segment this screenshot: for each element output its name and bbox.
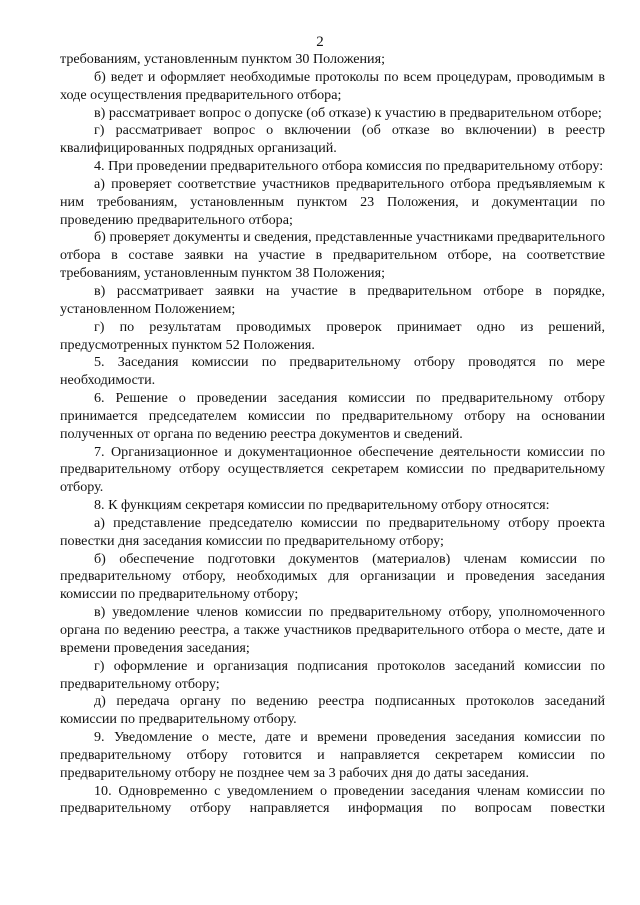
page-number: 2: [316, 34, 324, 50]
paragraph-4a: а) проверяет соответствие участников предварительного отбора предъявляемым к ним требованиям, установленным пунктом 23 Положения, и документации по проведению предварительного отбора;: [60, 175, 605, 228]
paragraph-8: 8. К функциям секретаря комиссии по предварительному отбору относятся:: [94, 497, 550, 514]
paragraph-continuation: требованиям, установленным пунктом 30 Положения;: [60, 51, 386, 67]
paragraph-6: 6. Решение о проведении заседания комиссии по предварительному отбору принимается председателем комиссии по предварительному отбору на основании полученных от органа по ведению реестра документов и сведений.: [60, 390, 605, 442]
paragraph-7: 7. Организационное и документационное обеспечение деятельности комиссии по предварительному отбору осуществляется секретарем комиссии по предварительному отбору.: [60, 443, 605, 496]
paragraph-4v: в) рассматривает заявки на участие в предварительном отборе в порядке, установленном Положением;: [60, 282, 605, 317]
paragraph-4: 4. При проведении предварительного отбора комиссия по предварительному отбору:: [94, 158, 604, 175]
paragraph-4b: б) проверяет документы и сведения, представленные участниками предварительного отбора в составе заявки на участие в предварительном отборе, на соответствие требованиям, установленным пунктом 38 Положения;: [60, 229, 605, 282]
paragraph-8v: в) уведомление членов комиссии по предварительному отбору, уполномоченного органа по ведению реестра, а также участников предварительного отбора о месте, дате и времени проведения заседания;: [60, 604, 605, 656]
paragraph-10: 10. Одновременно с уведомлением о проведении заседания членам комиссии по предварительному отбору направляется информация по вопросам повестки: [60, 782, 605, 817]
paragraph-3b: б) ведет и оформляет необходимые протоколы по всем процедурам, проводимым в ходе осуществления предварительного отбора;: [60, 68, 605, 103]
paragraph-4g: г) по результатам проводимых проверок принимает одно из решений, предусмотренных пунктом 52 Положения.: [60, 318, 605, 353]
paragraph-8a: а) представление председателю комиссии по предварительному отбору проекта повестки дня заседания комиссии по предварительному отбору;: [60, 514, 605, 549]
paragraph-8b: б) обеспечение подготовки документов (материалов) членам комиссии по предварительному отбору, необходимых для организации и проведения заседания комиссии по предварительному отбору;: [60, 550, 605, 603]
paragraph-3v: в) рассматривает вопрос о допуске (об отказе) к участию в предварительном отборе;: [94, 104, 602, 121]
paragraph-8g: г) оформление и организация подписания протоколов заседаний комиссии по предварительному отбору;: [60, 657, 605, 692]
paragraph-5: 5. Заседания комиссии по предварительному отбору проводятся по мере необходимости.: [60, 354, 605, 389]
paragraph-8d: д) передача органу по ведению реестра подписанных протоколов заседаний комиссии по предварительному отбору.: [60, 693, 605, 728]
paragraph-9: 9. Уведомление о месте, дате и времени проведения заседания комиссии по предварительному отбору готовится и направляется секретарем комиссии по предварительному отбору не позднее чем за 3 рабочих дня до даты заседания.: [60, 729, 605, 781]
paragraph-3g: г) рассматривает вопрос о включении (об отказе во включении) в реестр квалифицированных подрядных организаций.: [60, 122, 605, 157]
document-body: [60, 51, 605, 818]
